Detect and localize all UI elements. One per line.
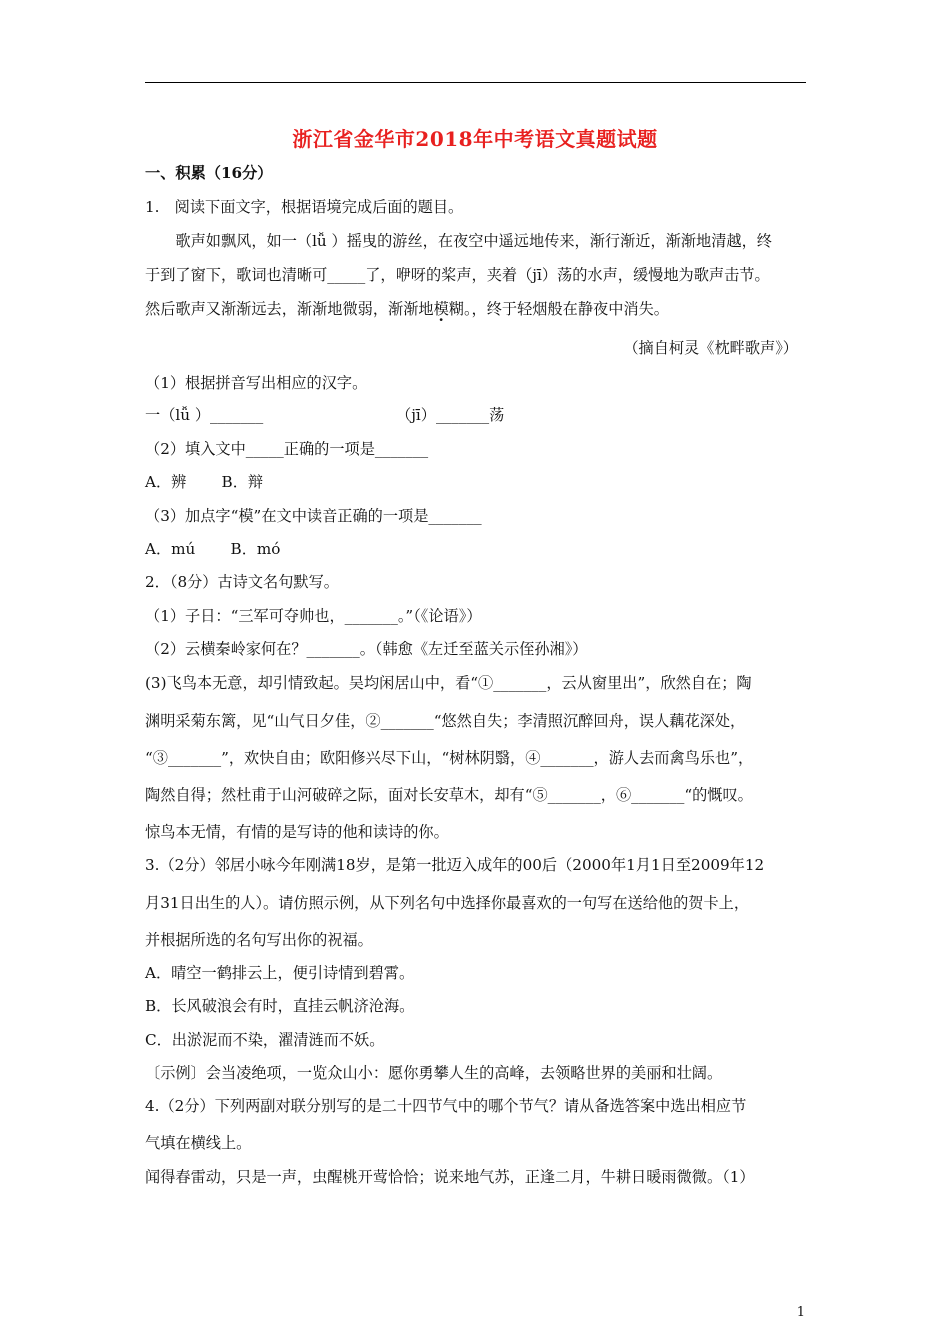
- question-3-example: 〔示例〕会当凌绝项，一览众山小：愿你勇攀人生的高峰，去领略世界的美丽和壮阔。: [145, 1064, 723, 1082]
- passage-line-1: 歌声如飘风，如一（lǚ ）摇曳的游丝，在夜空中遥远地传来，渐行渐近，渐渐地清越，终: [145, 232, 772, 250]
- question-4-line-1: 4.（2分）下列两副对联分别写的是二十四节气中的哪个节气？请从备选答案中选出相应节: [145, 1097, 747, 1115]
- question-2-3-line-1: (3)飞鸟本无意，却引情致起。吴均闲居山中，看“①_______，云从窗里出”，欣然自在；陶: [145, 674, 752, 692]
- question-1-1: （1）根据拼音写出相应的汉字。: [145, 374, 368, 392]
- section-heading: 一、积累（16分）: [145, 164, 273, 182]
- question-3-line-2: 月31日出生的人）。请仿照示例，从下列名句中选择你最喜欢的一句写在送给他的贺卡上，: [145, 894, 750, 912]
- question-3-line-1: 3.（2分）邻居小咏今年刚满18岁，是第一批迈入成年的00后（2000年1月1日至2009年12: [145, 856, 765, 874]
- question-2: 2．（8分）古诗文名句默写。: [145, 573, 339, 591]
- document-title: 浙江省金华市2018年中考语文真题试题: [292, 127, 658, 151]
- passage-source: （摘自柯灵《枕畔歌声》）: [623, 339, 798, 357]
- header-rule: [145, 82, 806, 83]
- question-2-3-line-4: 陶然自得；然杜甫于山河破碎之际，面对长安草木，却有“⑤_______，⑥_______“的慨叹。: [145, 786, 753, 804]
- question-2-2: （2）云横秦岭家何在？_______。（韩愈《左迁至蓝关示侄孙湘》）: [145, 640, 588, 658]
- question-1-1-b: （jī）_______荡: [396, 406, 505, 424]
- page-number: 1: [796, 1305, 805, 1320]
- question-3-option-b: B．长风破浪会有时，直挂云帆济沧海。: [145, 997, 415, 1015]
- question-2-3-line-5: 惊鸟本无情，有情的是写诗的他和读诗的你。: [145, 823, 449, 841]
- question-1-2-options: A．辨 B．辩: [145, 473, 264, 491]
- emphasis-char: 模: [433, 300, 449, 318]
- passage-line-3: 然后歌声又渐渐远去，渐渐地微弱，渐渐地模糊。，终于轻烟般在静夜中消失。: [145, 300, 669, 318]
- question-3-option-c: C．出淤泥而不染，濯清涟而不妖。: [145, 1031, 385, 1049]
- question-1-1-a: 一（lǚ ）_______: [145, 406, 264, 424]
- question-2-3-line-2: 渊明采菊东篱，见“山气日夕佳，②_______“悠然自失；李清照沉醉回舟，误人藕花深处，: [145, 712, 746, 730]
- question-1-3: （3）加点字“模”在文中读音正确的一项是_______: [145, 507, 482, 525]
- question-2-3-line-3: “③_______”，欢快自由；欧阳修兴尽下山，“树林阴翳，④_______，游人去而禽鸟乐也”，: [145, 749, 754, 767]
- question-2-1: （1）子日：“三军可夺帅也，_______。”（《论语》）: [145, 607, 482, 625]
- question-1: 1. 阅读下面文字，根据语境完成后面的题目。: [145, 198, 464, 216]
- question-3-line-3: 并根据所选的名句写出你的祝福。: [145, 931, 373, 949]
- couplet-line: 闻得春雷动，只是一声，虫醒桃开莺恰恰；说来地气苏，正逢二月，牛耕日暖雨微微。（1）: [145, 1168, 755, 1186]
- passage-line-2: 于到了窗下，歌词也清晰可_____了，咿呀的桨声，夹着（jī）荡的水声，缓慢地为歌声击节。: [145, 266, 770, 284]
- question-4-line-2: 气填在横线上。: [145, 1134, 252, 1152]
- question-3-option-a: A．晴空一鹤排云上，便引诗情到碧霄。: [145, 964, 415, 982]
- question-1-3-options: A．mú B．mó: [145, 540, 281, 558]
- question-1-2: （2）填入文中_____正确的一项是_______: [145, 440, 429, 458]
